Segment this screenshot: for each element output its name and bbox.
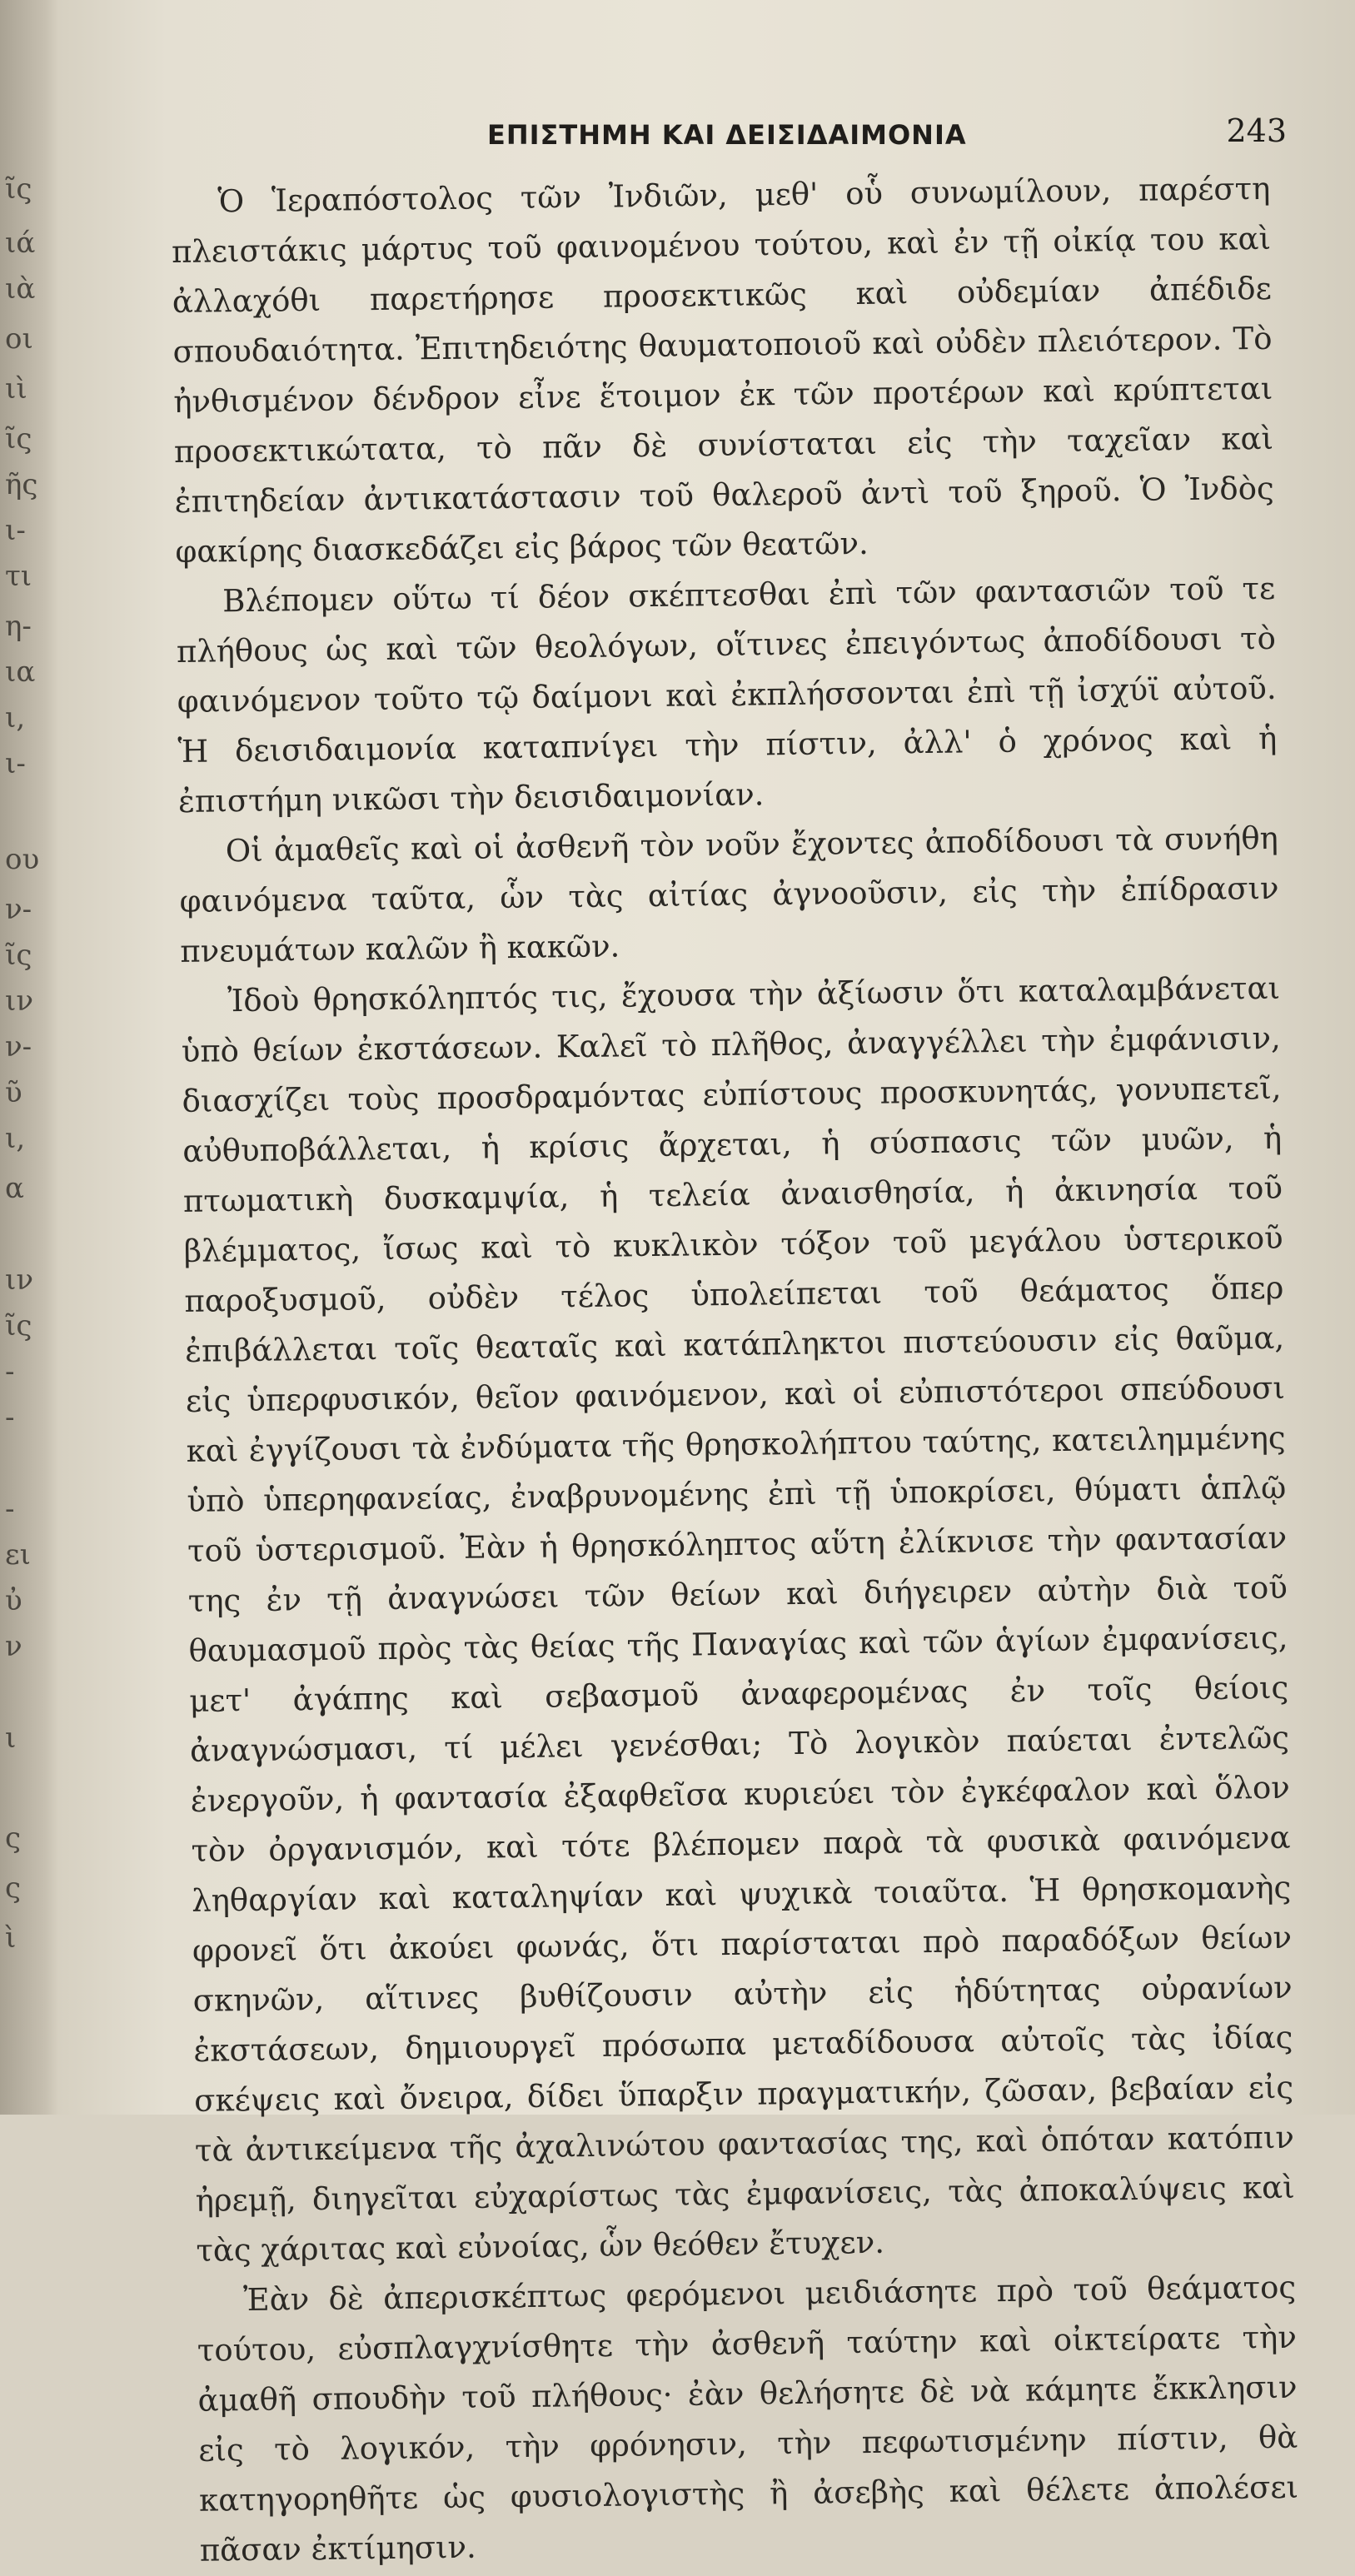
margin-fragment: ῖς <box>5 172 32 206</box>
margin-fragment: ῖς <box>5 1309 32 1343</box>
margin-fragment: ου <box>5 843 40 876</box>
margin-fragment: ιά <box>5 227 36 260</box>
book-page <box>171 112 1299 2576</box>
margin-fragment: ια <box>5 655 36 689</box>
margin-fragment: ιν <box>5 1263 33 1297</box>
margin-fragment: η- <box>5 610 32 643</box>
margin-fragment: ν- <box>5 893 32 926</box>
margin-fragment: α <box>5 1172 24 1205</box>
paragraph: Οἱ ἀμαθεῖς καὶ οἱ ἀσθενῆ τὸν νοῦν ἔχοντες ἀποδίδουσι τὰ συνήθη φαινόμενα ταῦτα, ὧν τὰς αἰτίας ἀγνοοῦσιν, εἰς τὴν ἐπίδρασιν πνευμάτων καλῶν ἢ κακῶν. <box>179 820 1279 969</box>
margin-fragment: - <box>5 1401 15 1434</box>
paragraph: Ἰδοὺ θρησκόληπτός τις, ἔχουσα τὴν ἀξίωσιν ὅτι καταλαμβάνεται ὑπὸ θείων ἐκστάσεων. Καλεῖ τὸ πλῆθος, ἀναγγέλλει τὴν ἐμφάνισιν, διασχίζει τοὺς προσδραμόντας εὐπίστους προσκυνητάς, γονυπετεῖ, αὐθυποβάλλεται, ἡ κρίσις ἄρχεται, ἡ σύσπασις τῶν μυῶν, ἡ πτωματικὴ δυσκαμψία, ἡ τελεία ἀναισθησία, ἡ ἀκινησία τοῦ βλέμματος, ἴσως καὶ τὸ κυκλικὸν τόξον τοῦ μεγάλου ὑστερικοῦ παροξυσμοῦ, οὐδὲν τέλος ὑπολείπεται τοῦ θεάματος ὅπερ ἐπιβάλλεται τοῖς θεαταῖς καὶ κατάπληκτοι πιστεύουσιν εἰς θαῦμα, εἰς ὑπερφυσικόν, θεῖον φαινόμενον, καὶ οἱ εὐπιστότεροι σπεύδουσι καὶ ἐγγίζουσι τὰ ἐνδύματα τῆς θρησκολήπτου ταύτης, κατειλημμένης ὑπὸ ὑπερηφανείας, ἐναβρυνομένης ἐπὶ τῇ ὑποκρίσει, θύματι ἁπλῷ τοῦ ὑστερισμοῦ. Ἐὰν ἡ θρησκόληπτος αὕτη ἐλίκνισε τὴν φαντασίαν της ἐν τῇ ἀναγνώσει τῶν θείων καὶ διήγειρεν αὐτὴν διὰ τοῦ θαυμασμοῦ πρὸς τὰς θείας τῆς Παναγίας καὶ τῶν ἁγίων ἐμφανίσεις, μετ' ἀγάπης καὶ σεβασμοῦ ἀναφερομένας ἐν τοῖς θείοις ἀναγνώσμασι, τί μέλει γενέσθαι; Τὸ λογικὸν παύεται ἐντελῶς ἐνεργοῦν, ἡ φαντασία ἐξαφθεῖσα κυριεύει τὸν ἐγκέφαλον καὶ ὅλον τὸν ὀργανισμόν, καὶ τότε βλέπομεν παρὰ τὰ φυσικὰ φαινόμενα ληθαργίαν καὶ καταληψίαν καὶ ψυχικὰ τοιαῦτα. Ἡ θρησκομανὴς φρονεῖ ὅτι ἀκούει φωνάς, ὅτι παρίσταται πρὸ παραδόξων θείων σκηνῶν, αἵτινες βυθίζουσιν αὐτὴν εἰς ἡδύτητας οὐρανίων ἐκστάσεων, δημιουργεῖ πρόσωπα μεταδίδουσα αὐτοῖς τὰς ἰδίας σκέψεις καὶ ὄνειρα, δίδει ὕπαρξιν πραγματικήν, ζῶσαν, βεβαίαν εἰς τὰ ἀντικείμενα τῆς ἀχαλινώτου φαντασίας της, καὶ ὁπόταν κατόπιν ἠρεμῇ, διηγεῖται εὐχαρίστως τὰς ἐμφανίσεις, τὰς ἀποκαλύψεις καὶ τὰς χάριτας καὶ εὐνοίας, ὧν θεόθεν ἔτυχεν. <box>181 969 1295 2269</box>
margin-fragment: ν <box>5 1630 22 1663</box>
margin-fragment: ὐ <box>5 1584 22 1617</box>
margin-fragment: οι <box>5 322 33 356</box>
margin-fragment: - <box>5 1492 15 1526</box>
margin-fragment: ι, <box>5 1122 26 1155</box>
running-head <box>171 112 1287 162</box>
margin-fragment: - <box>5 1355 15 1388</box>
paragraph: Ἐὰν δὲ ἀπερισκέπτως φερόμενοι μειδιάσητε πρὸ τοῦ θεάματος τούτου, εὐσπλαγχνίσθητε τὴν ἀσθενῆ ταύτην καὶ οἰκτείρατε τὴν ἀμαθῆ σπουδὴν τοῦ πλήθους· ἐὰν θελήσητε δὲ νὰ κάμητε ἔκκλησιν εἰς τὸ λογικόν, τὴν φρόνησιν, τὴν πεφωτισμένην πίστιν, θὰ κατηγορηθῆτε ὡς φυσιολογιστὴς ἢ ἀσεβὴς καὶ θέλετε ἀπολέσει πᾶσαν ἐκτίμησιν. <box>197 2269 1299 2569</box>
facing-page-margin <box>0 0 58 2115</box>
margin-fragment: ι- <box>5 514 26 547</box>
margin-fragment: ς <box>5 1821 22 1855</box>
margin-fragment: ῆς <box>5 468 38 501</box>
margin-fragment: ὶ <box>5 1921 17 1955</box>
margin-fragment: ιν <box>5 984 33 1018</box>
margin-fragment: ιὶ <box>5 372 27 406</box>
margin-fragment: ι, <box>5 701 26 735</box>
margin-fragment: ιὰ <box>5 272 36 306</box>
margin-fragment: ῦ <box>5 1076 22 1109</box>
body-text <box>171 164 1299 2576</box>
margin-fragment: ι <box>5 1721 17 1755</box>
margin-fragment: ι- <box>5 747 26 780</box>
paragraph: Ὁ Ἱεραπόστολος τῶν Ἰνδιῶν, μεθ' οὗ συνωμίλουν, παρέστη πλειστάκις μάρτυς τοῦ φαινομένου τούτου, καὶ ἐν τῇ οἰκίᾳ του καὶ ἀλλαχόθι παρετήρησε προσεκτικῶς καὶ οὐδεμίαν ἀπέδιδε σπουδαιότητα. Ἐπιτηδειότης θαυματοποιοῦ καὶ οὐδὲν πλειότερον. Τὸ ἠνθισμένον δένδρον εἶνε ἕτοιμον ἐκ τῶν προτέρων καὶ κρύπτεται προσεκτικώτατα, τὸ πᾶν δὲ συνίσταται εἰς τὴν ταχεῖαν καὶ ἐπιτηδείαν ἀντικατάστασιν τοῦ θαλεροῦ ἀντὶ τοῦ ξηροῦ. Ὁ Ἰνδὸς φακίρης διασκεδάζει εἰς βάρος τῶν θεατῶν. <box>171 170 1274 570</box>
margin-fragment: τι <box>5 560 32 593</box>
page-title: ΕΠΙΣΤΗΜΗ ΚΑΙ ΔΕΙΣΙΔΑΙΜΟΝΙΑ <box>487 119 967 151</box>
paragraph: Βλέπομεν οὕτω τί δέον σκέπτεσθαι ἐπὶ τῶν φαντασιῶν τοῦ τε πλήθους ὡς καὶ τῶν θεολόγων, οἵτινες ἐπειγόντως ἀποδίδουσι τὸ φαινόμενον τοῦτο τῷ δαίμονι καὶ ἐκπλήσσονται ἐπὶ τῇ ἰσχύϊ αὐτοῦ. Ἡ δεισιδαιμονία καταπνίγει τὴν πίστιν, ἀλλ' ὁ χρόνος καὶ ἡ ἐπιστήμη νικῶσι τὴν δεισιδαιμονίαν. <box>176 570 1278 820</box>
margin-fragment: ῖς <box>5 422 32 456</box>
margin-fragment: ν- <box>5 1030 32 1064</box>
page-number: 243 <box>1226 112 1287 149</box>
margin-fragment: ῖς <box>5 939 32 972</box>
margin-fragment: ς <box>5 1871 22 1905</box>
margin-fragment: ει <box>5 1538 31 1572</box>
